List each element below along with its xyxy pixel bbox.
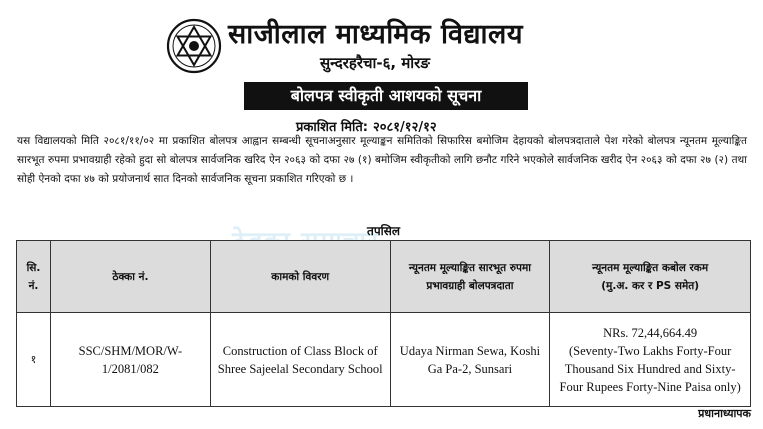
cell-amount bbox=[550, 313, 751, 407]
notice-title: बोलपत्र स्वीकृती आशयको सूचना bbox=[244, 82, 528, 110]
header-description: कामको विवरण bbox=[210, 241, 390, 313]
school-name: साजीलाल माध्यमिक विद्यालय bbox=[228, 19, 523, 50]
header-sn: सि. नं. bbox=[17, 241, 51, 313]
table-header-row bbox=[17, 241, 751, 313]
contract-table bbox=[16, 240, 751, 407]
notice-body: यस विद्यालयको मिति २०८१/११/०२ मा प्रकाशित बोलपत्र आह्वान सम्बन्धी सूचनाअनुसार मूल्याङ्कन समितिको सिफारिस बमोजिम देहायको बोलपत्रदाताले पेश गरेको बोलपत्र न्यूनतम मूल्याङ्कित सारभूत रुपमा प्रभावग्राही रहेको हुदा सो बोलपत्र सार्वजनिक खरिद ऐन २०६३ को दफा २७ (१) बमोजिम स्वीकृतीको लागि छनौट गरिने भएकोले सार्वजनिक खरीद ऐन २०६३ को दफा २७ (२) तथा सोही ऐनको दफा ४७ को प्रयोजनार्थ सात दिनको सार्वजनिक सूचना प्रकाशित गरिएको छ । bbox=[17, 135, 747, 185]
signatory: प्रधानाध्यापक bbox=[698, 407, 751, 420]
amount-figure: NRs. 72,44,664.49 bbox=[603, 325, 698, 340]
cell-contract-no: SSC/SHM/MOR/W-1/2081/082 bbox=[50, 313, 210, 407]
table-row bbox=[17, 313, 751, 407]
header-amount bbox=[550, 241, 751, 313]
amount-words: (Seventy-Two Lakhs Forty-Four Thousand Six Hundred and Sixty-Four Rupees Forty-Nine Paisa only) bbox=[559, 343, 741, 394]
published-label: प्रकाशित मिति: bbox=[296, 120, 369, 135]
cell-bidder: Udaya Nirman Sewa, Koshi Ga Pa-2, Sunsari bbox=[390, 313, 550, 407]
published-date: २०८१/१२/१२ bbox=[373, 120, 437, 135]
cell-sn: १ bbox=[17, 313, 51, 407]
header-amount-line1: न्यूनतम मूल्याङ्कित कबोल रकम bbox=[592, 261, 709, 274]
school-address: सुन्दरहरैचा-६, मोरङ bbox=[320, 54, 430, 72]
header-contract-no: ठेक्का नं. bbox=[50, 241, 210, 313]
schedule-title: तपसिल bbox=[367, 224, 401, 238]
cell-description: Construction of Class Block of Shree Sajeelal Secondary School bbox=[210, 313, 390, 407]
school-logo-icon bbox=[166, 18, 222, 74]
header-amount-line2: (मु.अ. कर र PS समेत) bbox=[601, 279, 700, 292]
header-bidder: न्यूनतम मूल्याङ्कित सारभूत रुपमा प्रभावग्राही बोलपत्रदाता bbox=[390, 241, 550, 313]
